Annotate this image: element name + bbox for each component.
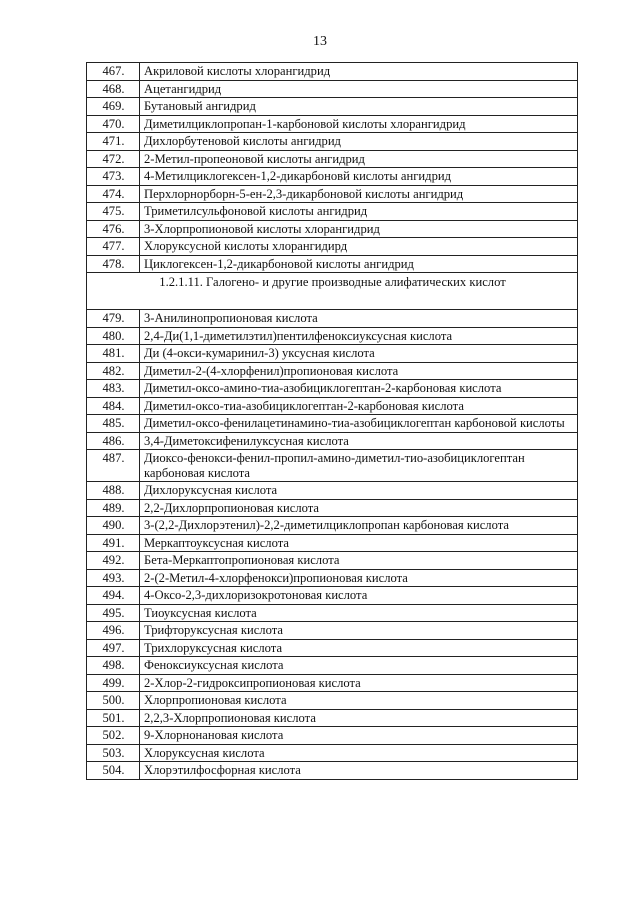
substance-name: 2-Метил-пропеоновой кислоты ангидрид — [140, 150, 578, 168]
substance-name: Феноксиуксусная кислота — [140, 657, 578, 675]
substance-name: 4-Оксо-2,3-дихлоризокротоновая кислота — [140, 587, 578, 605]
row-number: 469. — [87, 98, 140, 116]
substance-name: 2,2,3-Хлорпропионовая кислота — [140, 709, 578, 727]
row-number: 496. — [87, 622, 140, 640]
table-row — [87, 482, 578, 500]
table-row — [87, 238, 578, 256]
table-row — [87, 657, 578, 675]
table-row — [87, 727, 578, 745]
table-row — [87, 692, 578, 710]
substance-name: 3,4-Диметоксифенилуксусная кислота — [140, 432, 578, 450]
row-number: 500. — [87, 692, 140, 710]
substance-table — [86, 62, 578, 780]
row-number: 492. — [87, 552, 140, 570]
row-number: 502. — [87, 727, 140, 745]
row-number: 485. — [87, 415, 140, 433]
substance-name: Ацетангидрид — [140, 80, 578, 98]
table-row — [87, 587, 578, 605]
substance-name: Циклогексен-1,2-дикарбоновой кислоты ангидрид — [140, 255, 578, 273]
substance-name: 2,4-Ди(1,1-диметилэтил)пентилфеноксиуксусная кислота — [140, 327, 578, 345]
row-number: 483. — [87, 380, 140, 398]
table-body-halogen-derivatives — [87, 310, 578, 780]
table-row — [87, 499, 578, 517]
table-row — [87, 674, 578, 692]
row-number: 493. — [87, 569, 140, 587]
substance-name: 3-Анилинопропионовая кислота — [140, 310, 578, 328]
row-number: 477. — [87, 238, 140, 256]
substance-name: Диметил-оксо-тиа-азобициклогептан-2-карбоновая кислота — [140, 397, 578, 415]
substance-name: Диметил-оксо-амино-тиа-азобициклогептан-2-карбоновая кислота — [140, 380, 578, 398]
table-row — [87, 552, 578, 570]
substance-name: Диметил-оксо-фенилацетинамино-тиа-азобициклогептан карбоновой кислоты — [140, 415, 578, 433]
substance-name: 9-Хлорнонановая кислота — [140, 727, 578, 745]
substance-name: Триметилсульфоновой кислоты ангидрид — [140, 203, 578, 221]
table-row — [87, 432, 578, 450]
row-number: 489. — [87, 499, 140, 517]
substance-name: Трихлоруксусная кислота — [140, 639, 578, 657]
row-number: 482. — [87, 362, 140, 380]
page-number: 13 — [313, 34, 327, 49]
substance-name: Перхлорнорборн-5-ен-2,3-дикарбоновой кислоты ангидрид — [140, 185, 578, 203]
substance-name: 2-(2-Метил-4-хлорфенокси)пропионовая кислота — [140, 569, 578, 587]
table-row — [87, 639, 578, 657]
substance-name: 4-Метилциклогексен-1,2-дикарбоновй кислоты ангидрид — [140, 168, 578, 186]
row-number: 472. — [87, 150, 140, 168]
substance-name: Бутановый ангидрид — [140, 98, 578, 116]
substance-name: Диоксо-фенокси-фенил-пропил-амино-диметил-тио-азобициклогептан карбоновая кислота — [140, 450, 578, 482]
section-header-row — [87, 273, 578, 310]
row-number: 471. — [87, 133, 140, 151]
row-number: 481. — [87, 345, 140, 363]
table-row — [87, 345, 578, 363]
substance-name: Хлорэтилфосфорная кислота — [140, 762, 578, 780]
table-row — [87, 168, 578, 186]
row-number: 490. — [87, 517, 140, 535]
substance-name: Хлорпропионовая кислота — [140, 692, 578, 710]
substance-name: Ди (4-окси-кумаринил-3) уксусная кислота — [140, 345, 578, 363]
table-row — [87, 709, 578, 727]
row-number: 468. — [87, 80, 140, 98]
substance-name: Акриловой кислоты хлорангидрид — [140, 63, 578, 81]
row-number: 467. — [87, 63, 140, 81]
row-number: 488. — [87, 482, 140, 500]
table-body-acids-anhydrides — [87, 63, 578, 273]
table-row — [87, 569, 578, 587]
substance-name: 3-(2,2-Дихлорэтенил)-2,2-диметилциклопропан карбоновая кислота — [140, 517, 578, 535]
table-row — [87, 203, 578, 221]
substance-name: Диметилциклопропан-1-карбоновой кислоты хлорангидрид — [140, 115, 578, 133]
row-number: 475. — [87, 203, 140, 221]
table-row — [87, 220, 578, 238]
substance-name: Диметил-2-(4-хлорфенил)пропионовая кислота — [140, 362, 578, 380]
table-row — [87, 380, 578, 398]
table-row — [87, 415, 578, 433]
section-title: 1.2.1.11. Галогено- и другие производные алифатических кислот — [87, 273, 578, 310]
row-number: 499. — [87, 674, 140, 692]
table-section — [87, 273, 578, 310]
row-number: 478. — [87, 255, 140, 273]
substance-name: Тиоуксусная кислота — [140, 604, 578, 622]
row-number: 473. — [87, 168, 140, 186]
row-number: 486. — [87, 432, 140, 450]
table-row — [87, 310, 578, 328]
table-row — [87, 517, 578, 535]
row-number: 476. — [87, 220, 140, 238]
table-row — [87, 150, 578, 168]
table-row — [87, 362, 578, 380]
table-row — [87, 133, 578, 151]
table-row — [87, 80, 578, 98]
row-number: 504. — [87, 762, 140, 780]
row-number: 495. — [87, 604, 140, 622]
table-row — [87, 534, 578, 552]
substance-name: Дихлоруксусная кислота — [140, 482, 578, 500]
substance-name: Бета-Меркаптопропионовая кислота — [140, 552, 578, 570]
table-row — [87, 255, 578, 273]
row-number: 484. — [87, 397, 140, 415]
substance-name: 2-Хлор-2-гидроксипропионовая кислота — [140, 674, 578, 692]
row-number: 498. — [87, 657, 140, 675]
row-number: 494. — [87, 587, 140, 605]
substance-name: 2,2-Дихлорпропионовая кислота — [140, 499, 578, 517]
table-row — [87, 762, 578, 780]
row-number: 480. — [87, 327, 140, 345]
substance-name: Хлоруксусной кислоты хлорангидирд — [140, 238, 578, 256]
row-number: 491. — [87, 534, 140, 552]
table-row — [87, 98, 578, 116]
substance-name: 3-Хлорпропионовой кислоты хлорангидрид — [140, 220, 578, 238]
table-row — [87, 604, 578, 622]
row-number: 474. — [87, 185, 140, 203]
table-row — [87, 327, 578, 345]
table-row — [87, 744, 578, 762]
substance-name: Дихлорбутеновой кислоты ангидрид — [140, 133, 578, 151]
row-number: 487. — [87, 450, 140, 482]
table-row — [87, 115, 578, 133]
row-number: 501. — [87, 709, 140, 727]
row-number: 470. — [87, 115, 140, 133]
row-number: 497. — [87, 639, 140, 657]
substance-name: Хлоруксусная кислота — [140, 744, 578, 762]
table-row — [87, 622, 578, 640]
row-number: 479. — [87, 310, 140, 328]
table-row — [87, 185, 578, 203]
substance-name: Трифторуксусная кислота — [140, 622, 578, 640]
substance-name: Меркаптоуксусная кислота — [140, 534, 578, 552]
table-row — [87, 63, 578, 81]
row-number: 503. — [87, 744, 140, 762]
table-row — [87, 397, 578, 415]
table-row — [87, 450, 578, 482]
